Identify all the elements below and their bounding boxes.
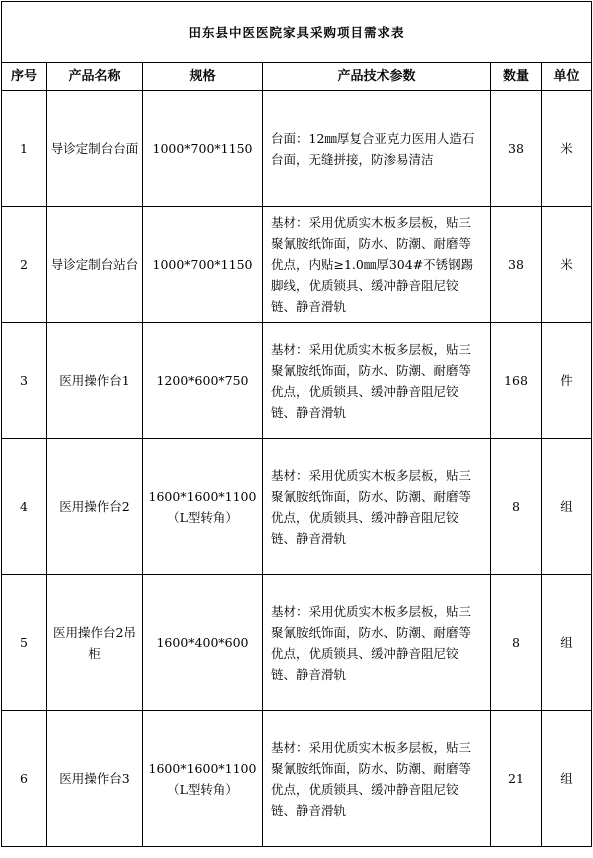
table-row [2,575,592,711]
table-row [2,439,592,575]
header-spec: 产品技术参数 [263,63,491,91]
cell-name: 导诊定制台台面 [47,91,143,207]
requirements-table [1,1,592,847]
cell-unit: 组 [542,575,592,711]
cell-name: 医用操作台2 [47,439,143,575]
cell-seq: 2 [2,207,47,323]
cell-seq: 5 [2,575,47,711]
cell-unit: 组 [542,439,592,575]
cell-spec: 基材：采用优质实木板多层板，贴三聚氰胺纸饰面，防水、防潮、耐磨等优点，优质锁具、缓冲静音阻尼铰链、静音滑轨 [263,575,491,711]
cell-size: 1600*1600*1100（L型转角） [143,711,263,847]
cell-spec: 基材：采用优质实木板多层板，贴三聚氰胺纸饰面，防水、防潮、耐磨等优点，内贴≥1.0㎜厚304#不锈钢踢脚线，优质锁具、缓冲静音阻尼铰链、静音滑轨 [263,207,491,323]
header-seq: 序号 [2,63,47,91]
table-row [2,323,592,439]
table-row [2,711,592,847]
cell-unit: 件 [542,323,592,439]
cell-spec: 基材：采用优质实木板多层板，贴三聚氰胺纸饰面，防水、防潮、耐磨等优点，优质锁具、缓冲静音阻尼铰链、静音滑轨 [263,323,491,439]
cell-name: 导诊定制台站台 [47,207,143,323]
cell-spec: 台面：12㎜厚复合亚克力医用人造石台面，无缝拼接，防渗易清洁 [263,91,491,207]
table-row [2,207,592,323]
cell-unit: 米 [542,91,592,207]
cell-size: 1000*700*1150 [143,207,263,323]
header-name: 产品名称 [47,63,143,91]
cell-name: 医用操作台2吊柜 [47,575,143,711]
cell-qty: 38 [491,91,542,207]
cell-unit: 米 [542,207,592,323]
cell-seq: 3 [2,323,47,439]
cell-seq: 6 [2,711,47,847]
cell-qty: 38 [491,207,542,323]
cell-unit: 组 [542,711,592,847]
cell-qty: 8 [491,439,542,575]
cell-qty: 21 [491,711,542,847]
cell-name: 医用操作台3 [47,711,143,847]
header-row [2,63,592,91]
cell-qty: 8 [491,575,542,711]
cell-qty: 168 [491,323,542,439]
cell-size: 1200*600*750 [143,323,263,439]
header-qty: 数量 [491,63,542,91]
cell-size: 1000*700*1150 [143,91,263,207]
cell-spec: 基材：采用优质实木板多层板，贴三聚氰胺纸饰面，防水、防潮、耐磨等优点，优质锁具、缓冲静音阻尼铰链、静音滑轨 [263,439,491,575]
header-unit: 单位 [542,63,592,91]
header-size: 规格 [143,63,263,91]
cell-seq: 1 [2,91,47,207]
cell-seq: 4 [2,439,47,575]
cell-spec: 基材：采用优质实木板多层板，贴三聚氰胺纸饰面，防水、防潮、耐磨等优点，优质锁具、缓冲静音阻尼铰链、静音滑轨 [263,711,491,847]
cell-size: 1600*1600*1100（L型转角） [143,439,263,575]
table-title: 田东县中医医院家具采购项目需求表 [2,2,592,63]
table-row [2,91,592,207]
cell-size: 1600*400*600 [143,575,263,711]
cell-name: 医用操作台1 [47,323,143,439]
